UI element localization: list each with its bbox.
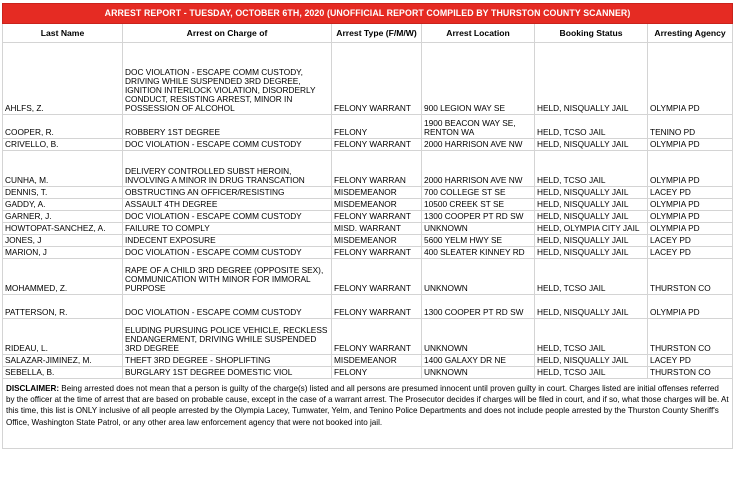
charge-cell: ROBBERY 1ST DEGREE [123,115,332,139]
arresting-agency-cell: LACEY PD [648,235,733,247]
table-row [3,295,733,319]
arrest-type-cell: FELONY WARRANT [332,259,422,295]
last-name-cell: PATTERSON, R. [3,295,123,319]
arresting-agency-cell: LACEY PD [648,355,733,367]
arrest-location-cell: 2000 HARRISON AVE NW [422,139,535,151]
arrest-location-cell: UNKNOWN [422,259,535,295]
charge-cell: DOC VIOLATION - ESCAPE COMM CUSTODY [123,139,332,151]
arrest-location-cell: 900 LEGION WAY SE [422,43,535,115]
col-header-last-name: Last Name [3,24,123,43]
arresting-agency-cell: OLYMPIA PD [648,223,733,235]
charge-cell: ELUDING PURSUING POLICE VEHICLE, RECKLESS ENDANGERMENT, DRIVING WHILE SUSPENDED 3RD DEGREE [123,319,332,355]
arrest-location-cell: UNKNOWN [422,223,535,235]
table-row [3,43,733,115]
table-row [3,115,733,139]
last-name-cell: RIDEAU, L. [3,319,123,355]
charge-cell: DOC VIOLATION - ESCAPE COMM CUSTODY [123,247,332,259]
arrest-type-cell: MISDEMEANOR [332,235,422,247]
arresting-agency-cell: OLYMPIA PD [648,139,733,151]
arresting-agency-cell: TENINO PD [648,115,733,139]
last-name-cell: GADDY, A. [3,199,123,211]
charge-cell: ASSAULT 4TH DEGREE [123,199,332,211]
disclaimer-text: Being arrested does not mean that a person is guilty of the charge(s) listed and all persons are presumed innocent until proven guilty in court. Charges listed are initial offenses referred by the officer at the time of arrest that are based on probable cause, except in the case of a warrant arrest. The Prosecutor decides if charges will be filed in court, and if so, what those charges will be. At this time, this list is ONLY inclusive of all people arrested by the Olympia Lacey, Tumwater, Yelm, and Tenino Police Departments and does not include people arrested by the Thurston County Sheriff's Office, Washington State Patrol, or any other area law enforcement agency that were not booked into jail. [6,384,729,427]
arresting-agency-cell: THURSTON CO [648,259,733,295]
arrest-type-cell: FELONY WARRANT [332,295,422,319]
arrest-type-cell: MISDEMEANOR [332,355,422,367]
last-name-cell: JONES, J [3,235,123,247]
arrest-location-cell: UNKNOWN [422,319,535,355]
booking-status-cell: HELD, NISQUALLY JAIL [535,43,648,115]
arresting-agency-cell: OLYMPIA PD [648,295,733,319]
last-name-cell: MOHAMMED, Z. [3,259,123,295]
arrest-type-cell: MISDEMEANOR [332,187,422,199]
table-row [3,235,733,247]
table-row [3,223,733,235]
booking-status-cell: HELD, NISQUALLY JAIL [535,235,648,247]
table-row [3,247,733,259]
arrest-table [2,3,733,449]
arrest-location-cell: 1400 GALAXY DR NE [422,355,535,367]
arrest-type-cell: FELONY [332,115,422,139]
arrest-location-cell: 1300 COOPER PT RD SW [422,295,535,319]
report-title: ARREST REPORT - TUESDAY, OCTOBER 6TH, 2020 (UNOFFICIAL REPORT COMPILED BY THURSTON COUNTY SCANNER) [3,4,733,24]
arrest-report [2,3,732,449]
col-header-arrest-type: Arrest Type (F/M/W) [332,24,422,43]
arresting-agency-cell: OLYMPIA PD [648,211,733,223]
arresting-agency-cell: THURSTON CO [648,319,733,355]
charge-cell: DOC VIOLATION - ESCAPE COMM CUSTODY [123,295,332,319]
arresting-agency-cell: THURSTON CO [648,367,733,379]
last-name-cell: AHLFS, Z. [3,43,123,115]
arrest-location-cell: 5600 YELM HWY SE [422,235,535,247]
column-header-row [3,24,733,43]
table-row [3,259,733,295]
col-header-booking-status: Booking Status [535,24,648,43]
arrest-location-cell: 10500 CREEK ST SE [422,199,535,211]
col-header-arresting-agency: Arresting Agency [648,24,733,43]
last-name-cell: DENNIS, T. [3,187,123,199]
charge-cell: RAPE OF A CHILD 3RD DEGREE (OPPOSITE SEX), COMMUNICATION WITH MINOR FOR IMMORAL PURPOSE [123,259,332,295]
table-row [3,367,733,379]
arrest-type-cell: MISD. WARRANT [332,223,422,235]
table-row [3,151,733,187]
last-name-cell: COOPER, R. [3,115,123,139]
table-row [3,211,733,223]
booking-status-cell: HELD, NISQUALLY JAIL [535,199,648,211]
booking-status-cell: HELD, NISQUALLY JAIL [535,187,648,199]
booking-status-cell: HELD, TCSO JAIL [535,367,648,379]
last-name-cell: HOWTOPAT-SANCHEZ, A. [3,223,123,235]
arresting-agency-cell: OLYMPIA PD [648,151,733,187]
col-header-arrest-location: Arrest Location [422,24,535,43]
table-row [3,199,733,211]
booking-status-cell: HELD, TCSO JAIL [535,151,648,187]
arrest-type-cell: FELONY WARRANT [332,211,422,223]
arrest-type-cell: FELONY WARRANT [332,319,422,355]
arrest-location-cell: 1300 COOPER PT RD SW [422,211,535,223]
last-name-cell: MARION, J [3,247,123,259]
charge-cell: FAILURE TO COMPLY [123,223,332,235]
charge-cell: INDECENT EXPOSURE [123,235,332,247]
table-row [3,187,733,199]
arresting-agency-cell: LACEY PD [648,187,733,199]
charge-cell: THEFT 3RD DEGREE - SHOPLIFTING [123,355,332,367]
disclaimer-label: DISCLAIMER: [6,384,60,393]
arrest-location-cell: 400 SLEATER KINNEY RD [422,247,535,259]
booking-status-cell: HELD, NISQUALLY JAIL [535,295,648,319]
booking-status-cell: HELD, TCSO JAIL [535,319,648,355]
booking-status-cell: HELD, TCSO JAIL [535,259,648,295]
booking-status-cell: HELD, OLYMPIA CITY JAIL [535,223,648,235]
arrest-location-cell: 2000 HARRISON AVE NW [422,151,535,187]
arrest-type-cell: FELONY [332,367,422,379]
table-row [3,319,733,355]
booking-status-cell: HELD, NISQUALLY JAIL [535,247,648,259]
arrest-type-cell: FELONY WARRANT [332,247,422,259]
arresting-agency-cell: LACEY PD [648,247,733,259]
last-name-cell: SALAZAR-JIMINEZ, M. [3,355,123,367]
col-header-charge: Arrest on Charge of [123,24,332,43]
last-name-cell: SEBELLA, B. [3,367,123,379]
report-title-row [3,4,733,24]
charge-cell: DOC VIOLATION - ESCAPE COMM CUSTODY, DRIVING WHILE SUSPENDED 3RD DEGREE, IGNITION INTERLOCK VIOLATION, DISORDERLY CONDUCT, RESISTING ARREST, MINOR IN POSSESSION OF ALCOHOL [123,43,332,115]
arrest-type-cell: FELONY WARRAN [332,151,422,187]
disclaimer [3,379,733,449]
last-name-cell: GARNER, J. [3,211,123,223]
arresting-agency-cell: OLYMPIA PD [648,43,733,115]
charge-cell: BURGLARY 1ST DEGREE DOMESTIC VIOL [123,367,332,379]
booking-status-cell: HELD, TCSO JAIL [535,115,648,139]
booking-status-cell: HELD, NISQUALLY JAIL [535,211,648,223]
charge-cell: OBSTRUCTING AN OFFICER/RESISTING [123,187,332,199]
disclaimer-row [3,379,733,449]
arrest-location-cell: 700 COLLEGE ST SE [422,187,535,199]
arrest-location-cell: UNKNOWN [422,367,535,379]
table-row [3,355,733,367]
last-name-cell: CRIVELLO, B. [3,139,123,151]
booking-status-cell: HELD, NISQUALLY JAIL [535,139,648,151]
arresting-agency-cell: OLYMPIA PD [648,199,733,211]
table-row [3,139,733,151]
arrest-type-cell: FELONY WARRANT [332,139,422,151]
charge-cell: DOC VIOLATION - ESCAPE COMM CUSTODY [123,211,332,223]
arrest-location-cell: 1900 BEACON WAY SE, RENTON WA [422,115,535,139]
booking-status-cell: HELD, NISQUALLY JAIL [535,355,648,367]
arrest-type-cell: FELONY WARRANT [332,43,422,115]
arrest-type-cell: MISDEMEANOR [332,199,422,211]
last-name-cell: CUNHA, M. [3,151,123,187]
charge-cell: DELIVERY CONTROLLED SUBST HEROIN, INVOLVING A MINOR IN DRUG TRANSCATION [123,151,332,187]
